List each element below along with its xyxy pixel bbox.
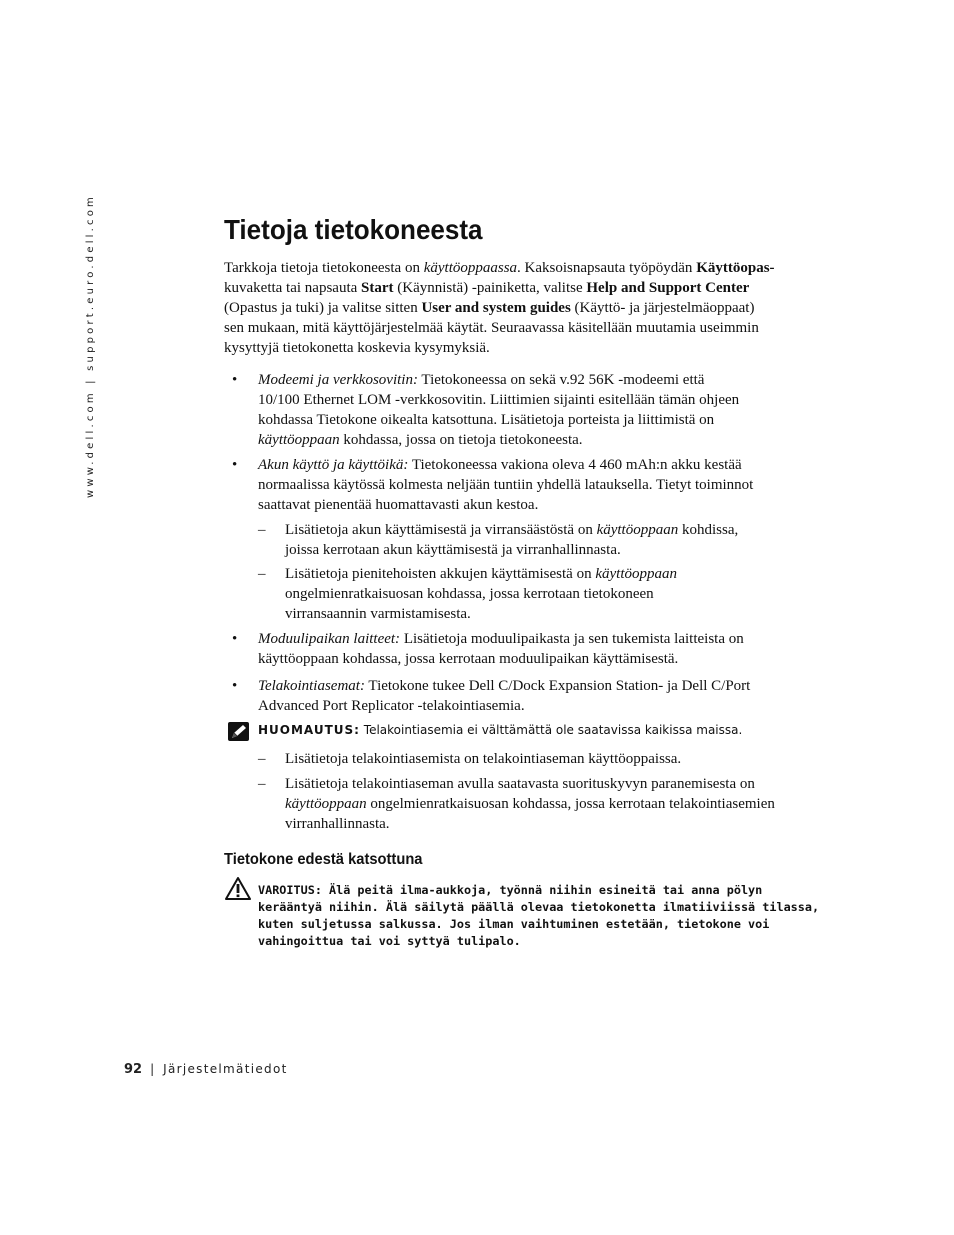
- list-item-battery: [258, 455, 753, 515]
- intro-text: (Käynnistä) -painiketta, valitse: [393, 280, 587, 296]
- item-text: Lisätietoja telakointiasemista on telakointiaseman käyttöoppaissa.: [285, 751, 682, 767]
- item-text: Tietokoneessa on sekä v.92 56K -modeemi että: [417, 372, 705, 388]
- intro-bold: Start: [361, 280, 394, 296]
- side-url: www.dell.com | support.euro.dell.com: [85, 194, 96, 498]
- page-title: Tietoja tietokoneesta: [224, 214, 483, 245]
- warning-line: kuten suljetussa salkussa. Jos ilman vaihtuminen estetään, tietokone voi: [258, 917, 770, 931]
- page-number: 92: [124, 1062, 143, 1077]
- intro-italic: käyttöoppaassa: [423, 260, 518, 276]
- intro-text: (Käyttö- ja järjestelmäoppaat): [570, 300, 755, 316]
- item-text: normaalissa käytössä kolmesta neljään tuntiin yhdellä latauksella. Tietyt toiminnot: [258, 477, 754, 493]
- intro-text: kuvaketta tai napsauta: [224, 280, 362, 296]
- item-text: kohdissa,: [678, 522, 739, 538]
- warning-line: VAROITUS: Älä peitä ilma-aukkoja, työnnä niihin esineitä tai anna pölyn: [258, 883, 763, 897]
- section-heading: Tietokone edestä katsottuna: [224, 851, 423, 868]
- item-text: kohdassa, jossa on tietoja tietokoneesta.: [339, 432, 583, 448]
- item-text: ongelmienratkaisuosan kohdassa, jossa kerrotaan telakointiasemien: [366, 796, 775, 812]
- intro-text: kysyttyjä tietokonetta koskevia kysymyksiä.: [224, 340, 490, 356]
- footer-separator: |: [150, 1062, 155, 1076]
- note-pencil-icon: [228, 722, 249, 741]
- item-text: Tietokone tukee Dell C/Dock Expansion Station- ja Dell C/Port: [364, 678, 751, 694]
- dash-marker: –: [258, 776, 266, 792]
- item-label: Telakointiasemat:: [258, 678, 365, 694]
- item-text: Lisätietoja akun käyttämisestä ja virransäästöstä on: [285, 522, 597, 538]
- note: [258, 723, 742, 737]
- list-item-docking: [258, 676, 750, 716]
- intro-bold: Help and Support Center: [586, 280, 750, 296]
- item-text: Lisätietoja pienitehoisten akkujen käyttämisestä on: [285, 566, 596, 582]
- sub-item-battery-use: [285, 520, 738, 560]
- page-footer: [124, 1062, 288, 1077]
- dash-marker: –: [258, 566, 266, 582]
- item-text: virransaannin varmistamisesta.: [285, 606, 471, 622]
- note-label: HUOMAUTUS:: [258, 723, 360, 737]
- list-item-module-bay: [258, 629, 744, 669]
- warning-line: vahingoittua tai voi syttyä tulipalo.: [258, 934, 521, 948]
- item-italic: käyttöoppaan: [285, 796, 367, 812]
- intro-text: . Kaksoisnapsauta työpöydän: [517, 260, 697, 276]
- intro-bold: User and system guides: [421, 300, 571, 316]
- item-italic: käyttöoppaan: [258, 432, 340, 448]
- intro-bold: Käyttöopas-: [696, 260, 775, 276]
- item-text: virranhallinnasta.: [285, 816, 390, 832]
- intro-text: sen mukaan, mitä käyttöjärjestelmää käytät. Seuraavassa käsitellään muutamia useimmin: [224, 320, 759, 336]
- warning-line: kerääntyä niihin. Älä säilytä päällä olevaa tietokonetta ilmatiiviissä tilassa,: [258, 900, 820, 914]
- dash-marker: –: [258, 522, 266, 538]
- item-text: ongelmienratkaisuosan kohdassa, jossa kerrotaan tietokoneen: [285, 586, 654, 602]
- item-label: Modeemi ja verkkosovitin:: [258, 372, 418, 388]
- item-text: Lisätietoja telakointiaseman avulla saatavasta suorituskyvyn paranemisesta on: [285, 776, 755, 792]
- bullet-marker: •: [232, 457, 238, 473]
- item-text: käyttöoppaan kohdassa, jossa kerrotaan moduulipaikan käyttämisestä.: [258, 651, 679, 667]
- list-item-modem: [258, 370, 739, 450]
- note-body: Telakointiasemia ei välttämättä ole saatavissa kaikissa maissa.: [359, 723, 743, 737]
- bullet-marker: •: [232, 372, 238, 388]
- item-label: Moduulipaikan laitteet:: [258, 631, 401, 647]
- item-text: Lisätietoja moduulipaikasta ja sen tukemista laitteista on: [400, 631, 744, 647]
- section-name: Järjestelmätiedot: [163, 1062, 288, 1076]
- item-text: kohdassa Tietokone oikealta katsottuna. Lisätietoja porteista ja liittimistä on: [258, 412, 715, 428]
- item-italic: käyttöoppaan: [595, 566, 677, 582]
- intro-text: Tarkkoja tietoja tietokoneesta on: [224, 260, 424, 276]
- item-text: joissa kerrotaan akun käyttämisestä ja virranhallinnasta.: [285, 542, 621, 558]
- dash-marker: –: [258, 751, 266, 767]
- item-text: saattavat pienentää huomattavasti akun kestoa.: [258, 497, 539, 513]
- item-text: Advanced Port Replicator -telakointiasemia.: [258, 698, 525, 714]
- sub-item-docking-performance: [285, 774, 775, 834]
- warning-text: [258, 882, 818, 950]
- warning-triangle-icon: [224, 876, 252, 906]
- sub-item-low-power: [285, 564, 677, 624]
- item-text: 10/100 Ethernet LOM -verkkosovitin. Liittimien sijainti esitellään tämän ohjeen: [258, 392, 740, 408]
- intro-text: (Opastus ja tuki) ja valitse sitten: [224, 300, 422, 316]
- sub-item-docking-guides: [285, 749, 681, 769]
- item-label: Akun käyttö ja käyttöikä:: [258, 457, 409, 473]
- intro-paragraph: [224, 258, 810, 358]
- item-text: Tietokoneessa vakiona oleva 4 460 mAh:n akku kestää: [408, 457, 742, 473]
- bullet-marker: •: [232, 678, 238, 694]
- item-italic: käyttöoppaan: [596, 522, 679, 538]
- bullet-marker: •: [232, 631, 238, 647]
